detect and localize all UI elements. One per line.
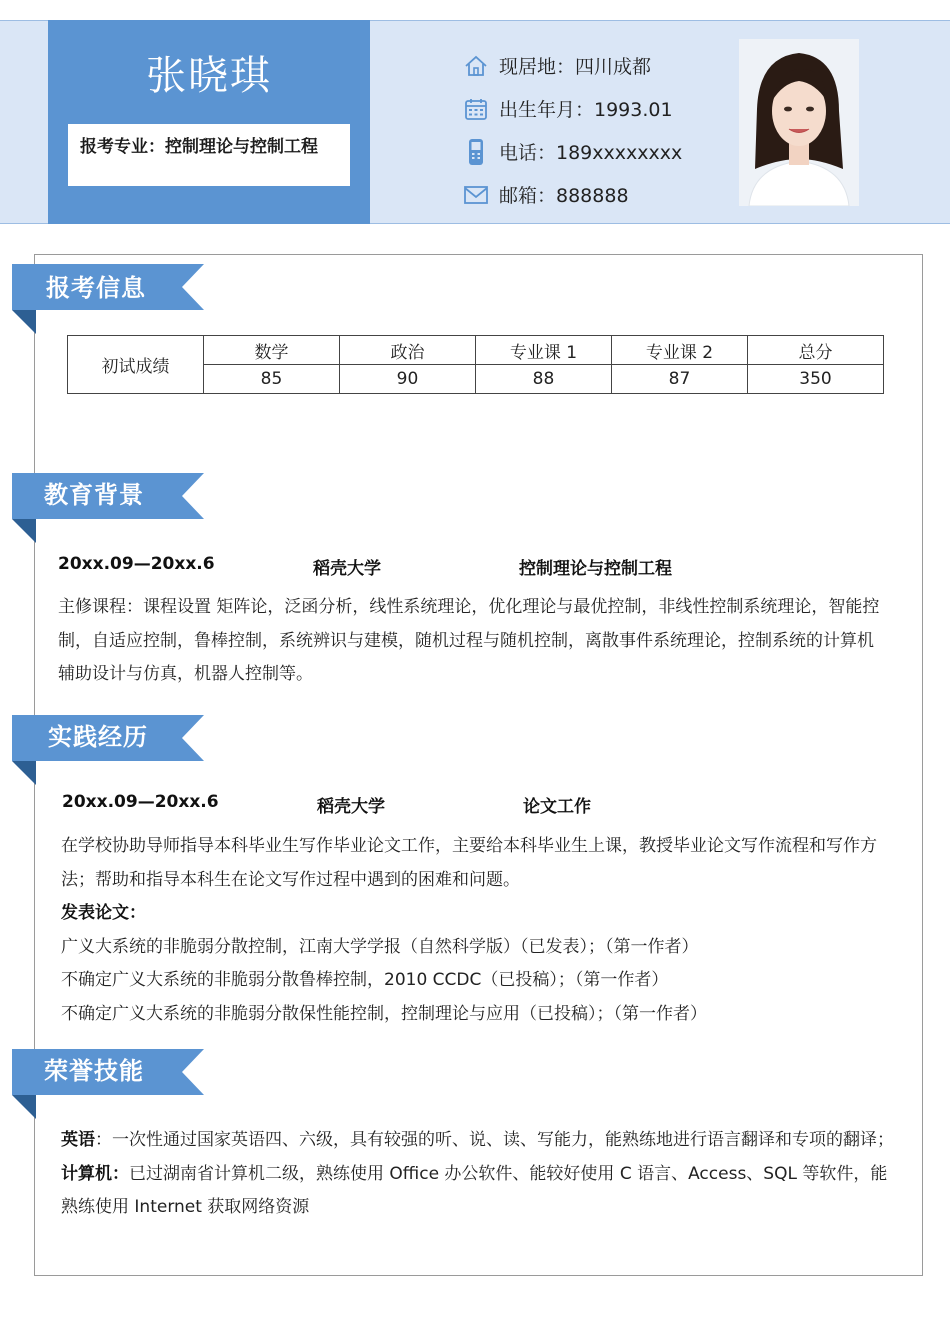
section-title-honors (12, 1049, 204, 1117)
education-courses: 主修课程：课程设置 矩阵论，泛函分析，线性系统理论，优化理论与最优控制，非线性控制系统理论，智能控制，自适应控制，鲁棒控制，系统辨识与建模，随机过程与随机控制，离散事件系统理论，控制系统的计算机辅助设计与仿真，机器人控制等。 (58, 597, 880, 684)
practice-role: 论文工作 (523, 797, 591, 817)
score-header: 专业课 2 (612, 336, 748, 365)
paper-item: 不确定广义大系统的非脆弱分散保性能控制，控制理论与应用（已投稿）；（第一作者） (61, 1004, 707, 1024)
phone-icon (462, 138, 490, 166)
paper-item: 不确定广义大系统的非脆弱分散鲁棒控制，2010 CCDC（已投稿）；（第一作者） (61, 970, 669, 990)
skill-computer (61, 1158, 903, 1225)
major-text: 报考专业：控制理论与控制工程 (80, 137, 318, 157)
score-row-label: 初试成绩 (68, 336, 204, 394)
major-box (68, 124, 350, 186)
skills-block (61, 1124, 903, 1238)
info-residence (462, 44, 682, 87)
name-block (48, 20, 370, 224)
score-header: 政治 (340, 336, 476, 365)
papers-label: 发表论文： (61, 903, 146, 923)
score-value: 87 (612, 365, 748, 394)
section-title-exam (12, 264, 204, 332)
birth-text: 出生年月：1993.01 (499, 99, 673, 121)
paper-item: 广义大系统的非脆弱分散控制，江南大学学报（自然科学版）（已发表）；（第一作者） (61, 937, 699, 957)
profile-photo (739, 39, 859, 206)
education-major: 控制理论与控制工程 (519, 559, 672, 579)
section-title-practice (12, 715, 204, 783)
calendar-icon (462, 95, 490, 123)
candidate-name: 张晓琪 (146, 53, 272, 99)
section-title-education (12, 473, 204, 541)
mail-icon (462, 181, 490, 209)
computer-label: 计算机： (61, 1163, 129, 1184)
computer-text: 已过湖南省计算机二级，熟练使用 Office 办公软件、能较好使用 C 语言、Access、SQL 等软件，能熟练使用 Internet 获取网络资源 (61, 1163, 888, 1217)
score-value: 85 (204, 365, 340, 394)
info-birth (462, 87, 682, 130)
score-header-row (68, 336, 884, 365)
residence-text: 现居地：四川成都 (499, 56, 652, 78)
info-email (462, 173, 682, 216)
section-label-honors: 荣誉技能 (44, 1057, 144, 1085)
score-value: 88 (476, 365, 612, 394)
section-label-exam: 报考信息 (46, 274, 146, 302)
education-school: 稻壳大学 (313, 559, 381, 579)
practice-description: 在学校协助导师指导本科毕业生写作毕业论文工作，主要给本科毕业生上课，教授毕业论文写作流程和写作方法；帮助和指导本科生在论文写作过程中遇到的困难和问题。 (61, 836, 877, 890)
score-header: 总分 (748, 336, 884, 365)
practice-period: 20xx.09—20xx.6 (62, 792, 219, 812)
education-period: 20xx.09—20xx.6 (58, 554, 215, 574)
english-label: 英语 (61, 1130, 95, 1150)
contact-info (462, 44, 682, 216)
score-value: 350 (748, 365, 884, 394)
skill-english (61, 1124, 903, 1158)
english-text: ：一次性通过国家英语四、六级，具有较强的听、说、读、写能力，能熟练地进行语言翻译和专项的翻译； (95, 1130, 894, 1150)
section-label-practice: 实践经历 (48, 723, 148, 751)
home-icon (462, 52, 490, 80)
email-text: 邮箱：888888 (499, 185, 629, 207)
practice-school: 稻壳大学 (317, 797, 385, 817)
info-phone (462, 130, 682, 173)
score-header: 数学 (204, 336, 340, 365)
score-header: 专业课 1 (476, 336, 612, 365)
phone-text: 电话：189xxxxxxxx (499, 142, 683, 164)
section-label-education: 教育背景 (44, 481, 144, 509)
score-value: 90 (340, 365, 476, 394)
score-table (67, 335, 884, 394)
